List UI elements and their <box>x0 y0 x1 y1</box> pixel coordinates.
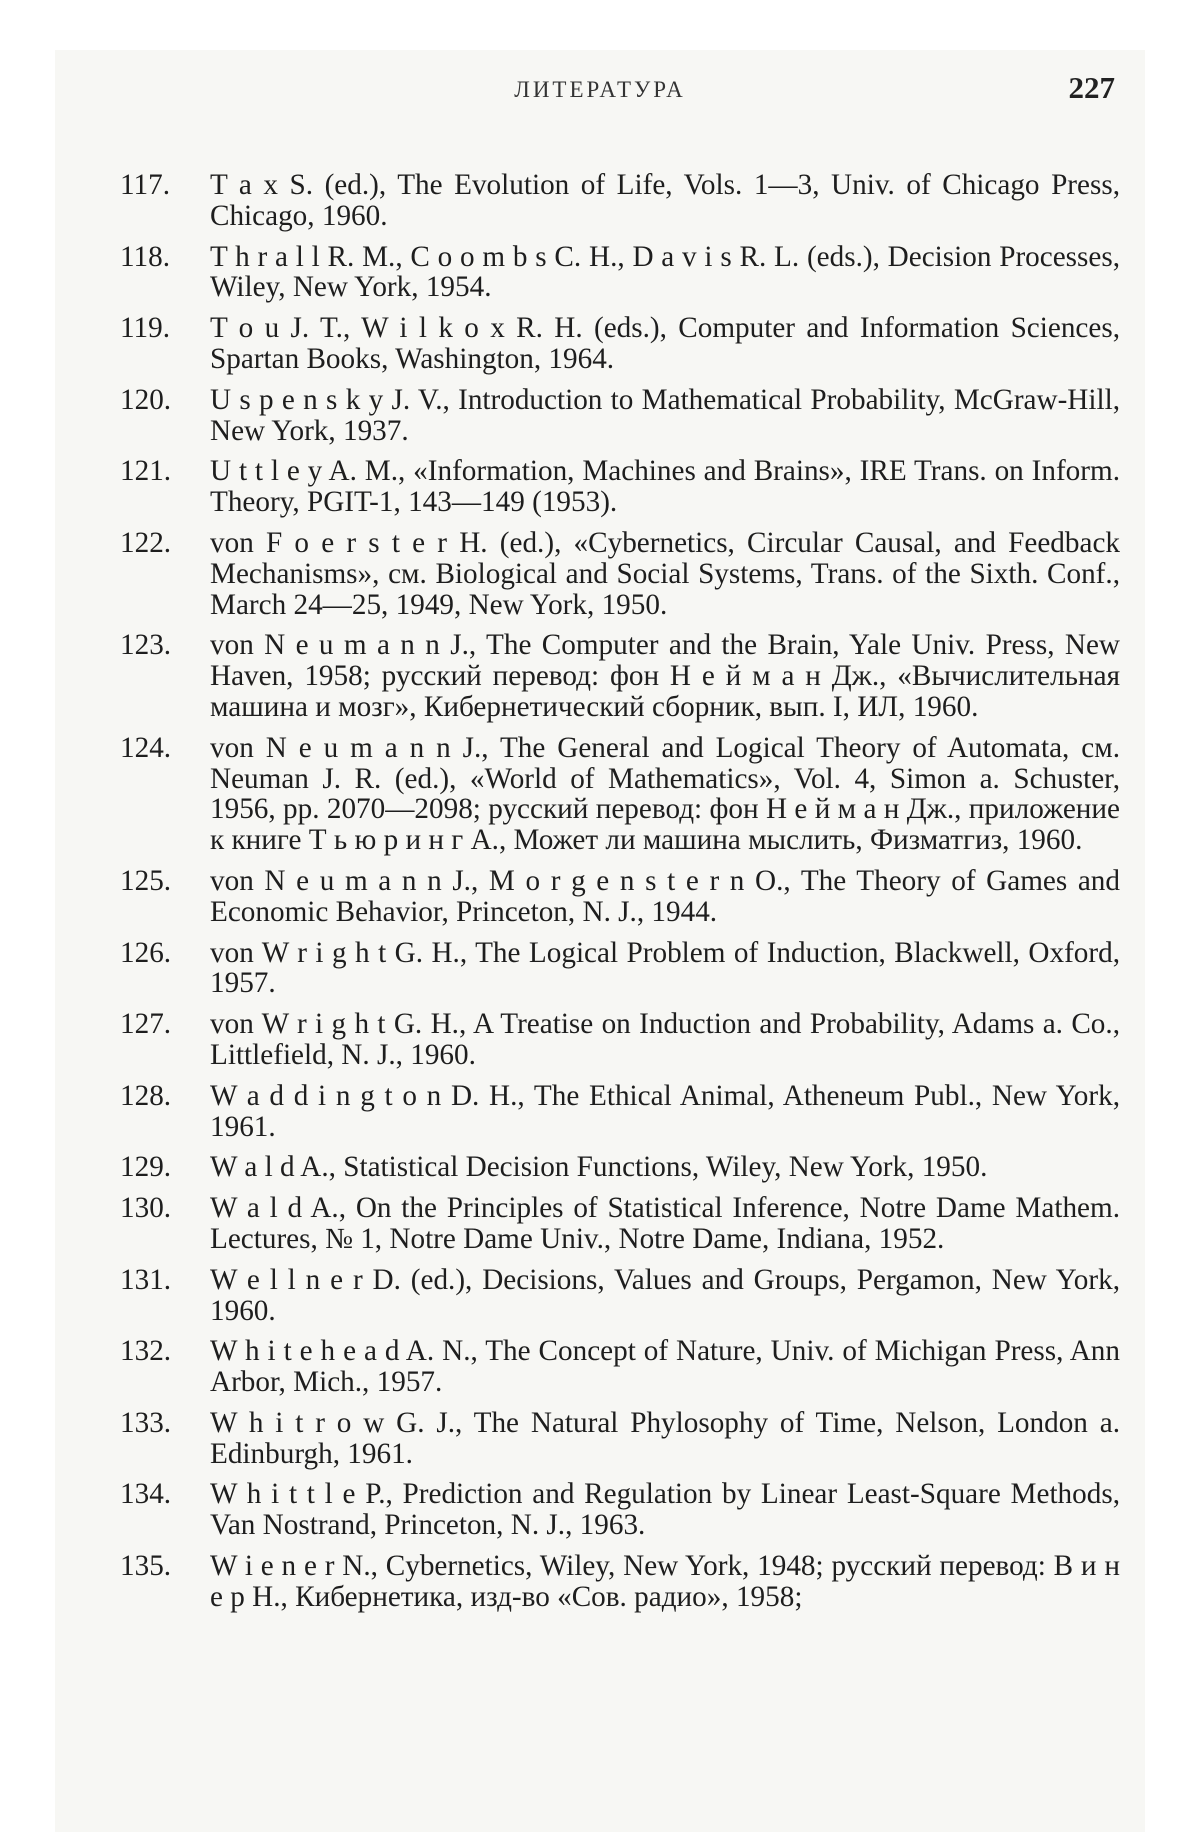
reference-number: 119. <box>120 312 170 345</box>
page-number: 227 <box>1068 70 1115 105</box>
reference-item <box>120 242 1120 304</box>
reference-item <box>120 1551 1120 1613</box>
reference-number: 132. <box>120 1335 172 1368</box>
reference-item <box>120 1152 1120 1183</box>
reference-item <box>120 938 1120 1000</box>
reference-text: U t t l e y A. M., «Information, Machines and Brains», IRE Trans. on Inform. Theory, PGIT-1, 143—149 (1953). <box>210 455 1120 519</box>
reference-text: W a d d i n g t o n D. H., The Ethical Animal, Atheneum Publ., New York, 1961. <box>210 1079 1120 1143</box>
reference-number: 118. <box>120 240 170 273</box>
reference-number: 124. <box>120 731 172 764</box>
reference-item <box>120 630 1120 722</box>
reference-text: W i e n e r N., Cybernetics, Wiley, New York, 1948; русский перевод: В и н е р Н., Кибернетика, изд-во «Сов. радио», 1958; <box>210 1550 1120 1613</box>
reference-number: 134. <box>120 1478 172 1511</box>
reference-item <box>120 1081 1120 1143</box>
reference-number: 131. <box>120 1263 172 1296</box>
page-header <box>55 50 1145 140</box>
reference-item <box>120 528 1120 620</box>
reference-number: 135. <box>120 1550 172 1583</box>
reference-text: T a x S. (ed.), The Evolution of Life, Vols. 1—3, Univ. of Chicago Press, Chicago, 1960. <box>210 169 1120 232</box>
book-page <box>55 50 1145 1832</box>
reference-text: U s p e n s k y J. V., Introduction to Mathematical Probability, McGraw-Hill, New York, 1937. <box>210 383 1120 447</box>
reference-text: W h i t r o w G. J., The Natural Phylosophy of Time, Nelson, London a. Edinburgh, 1961. <box>210 1406 1120 1470</box>
reference-item <box>120 1408 1120 1470</box>
reference-text: W h i t t l e P., Prediction and Regulation by Linear Least-Square Methods, Van Nostrand, Princeton, N. J., 1963. <box>210 1478 1120 1542</box>
reference-text: von W r i g h t G. H., The Logical Problem of Induction, Blackwell, Oxford, 1957. <box>210 936 1120 1000</box>
reference-item <box>120 1265 1120 1327</box>
reference-text: von F o e r s t e r H. (ed.), «Cybernetics, Circular Causal, and Feedback Mechanisms», см. Biological and Social Systems, Trans. of the Sixth. Conf., March 24—25, 1949, New York, 1950. <box>210 526 1120 621</box>
reference-number: 127. <box>120 1008 172 1041</box>
reference-number: 128. <box>120 1079 172 1112</box>
reference-number: 117. <box>120 169 170 201</box>
reference-text: W e l l n e r D. (ed.), Decisions, Values and Groups, Pergamon, New York, 1960. <box>210 1263 1120 1327</box>
reference-item <box>120 866 1120 928</box>
reference-item <box>120 1336 1120 1398</box>
reference-item <box>120 1009 1120 1071</box>
reference-item <box>120 733 1120 856</box>
reference-item <box>120 1193 1120 1255</box>
reference-text: T o u J. T., W i l k o x R. H. (eds.), Computer and Information Sciences, Spartan Books, Washington, 1964. <box>210 312 1120 375</box>
reference-number: 123. <box>120 629 172 662</box>
reference-item <box>120 313 1120 375</box>
reference-text: von N e u m a n n J., The Computer and the Brain, Yale Univ. Press, New Haven, 1958; русский перевод: фон Н е й м а н Дж., «Вычислительная машина и мозг», Кибернетический сборник, вып. I, ИЛ, 1960. <box>210 629 1120 723</box>
reference-number: 121. <box>120 455 172 488</box>
reference-text: von W r i g h t G. H., A Treatise on Induction and Probability, Adams a. Co., Littlefield, N. J., 1960. <box>210 1008 1120 1071</box>
reference-item <box>120 170 1120 232</box>
reference-number: 125. <box>120 864 172 897</box>
reference-text: von N e u m a n n J., The General and Logical Theory of Automata, см. Neuman J. R. (ed.), «World of Mathematics», Vol. 4, Simon a. Schuster, 1956, pp. 2070—2098; русский перевод: фон Н е й м а н Дж., приложение к книге Т ь ю р и н г А., Может ли машина мыслить, Физматгиз, 1960. <box>210 731 1120 857</box>
reference-item <box>120 1479 1120 1541</box>
reference-number: 129. <box>120 1151 172 1184</box>
reference-item <box>120 456 1120 518</box>
reference-item <box>120 385 1120 447</box>
reference-number: 122. <box>120 526 172 559</box>
reference-list <box>120 170 1120 1623</box>
reference-number: 130. <box>120 1192 172 1225</box>
reference-text: T h r a l l R. M., C o o m b s C. H., D a v i s R. L. (eds.), Decision Processes, Wiley, New York, 1954. <box>210 240 1120 304</box>
reference-number: 133. <box>120 1406 172 1439</box>
reference-text: W h i t e h e a d A. N., The Concept of Nature, Univ. of Michigan Press, Ann Arbor, Mich., 1957. <box>210 1335 1120 1399</box>
reference-number: 120. <box>120 383 172 416</box>
reference-number: 126. <box>120 936 172 969</box>
reference-text: W a l d A., Statistical Decision Functions, Wiley, New York, 1950. <box>210 1151 988 1184</box>
reference-text: W a l d A., On the Principles of Statistical Inference, Notre Dame Mathem. Lectures, № 1, Notre Dame Univ., Notre Dame, Indiana, 1952. <box>210 1192 1120 1255</box>
running-title: ЛИТЕРАТУРА <box>514 77 686 102</box>
reference-text: von N e u m a n n J., M o r g e n s t e r n O., The Theory of Games and Economic Behavior, Princeton, N. J., 1944. <box>210 864 1120 928</box>
